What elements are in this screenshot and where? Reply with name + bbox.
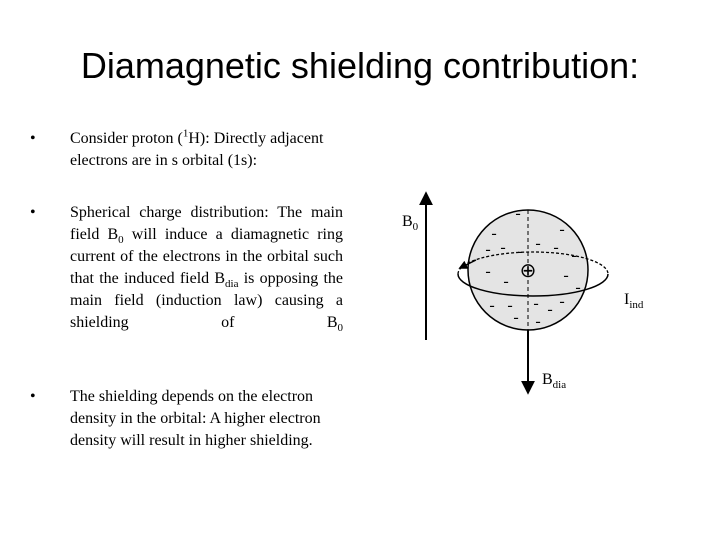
electron-mark: -: [535, 313, 541, 330]
bdia-label: $B_{dia}$: [542, 371, 567, 391]
bullet-text-segment: H): Directly adjacent electrons are in s orbital (1s):: [70, 130, 324, 169]
electron-mark: -: [485, 241, 491, 258]
electron-mark: -: [515, 205, 521, 222]
electron-mark: -: [571, 247, 577, 264]
electron-mark: -: [491, 225, 497, 242]
electron-mark: -: [559, 293, 565, 310]
nucleus-icon: ⊕: [519, 260, 537, 282]
iind-label: $I_{ind}$: [624, 291, 644, 311]
electron-mark: -: [563, 267, 569, 284]
electron-mark: -: [485, 263, 491, 280]
subscript-zero: 0: [118, 234, 124, 247]
electron-mark: -: [547, 301, 553, 318]
bullet-text-segment: The shielding depends on the electron density in the orbital: A higher electron density will result in higher shielding.: [70, 388, 321, 449]
electron-mark: -: [533, 295, 539, 312]
bullet-text-segment: will induce a diamagnetic ring current of the electrons in the orbital such that the induced field B: [70, 226, 343, 287]
bullet-marker: •: [30, 388, 36, 405]
bullet-text-segment: Spherical charge distribution: The main field B: [70, 204, 343, 243]
electron-mark: -: [489, 297, 495, 314]
bullet-marker: •: [30, 130, 36, 147]
electron-mark: -: [517, 243, 523, 260]
subscript-zero: 0: [337, 322, 343, 335]
bullet-text-2: [70, 202, 343, 356]
bullet-text-1: [70, 128, 343, 172]
subscript-dia: dia: [225, 278, 239, 291]
shielding-diagram: [380, 180, 670, 410]
bullet-text-segment: is opposing the main field (induction law) causing a shielding of B: [70, 270, 344, 331]
electron-mark: -: [535, 235, 541, 252]
bullet-text-segment: Consider proton (: [70, 130, 183, 147]
electron-mark: -: [559, 221, 565, 238]
b0-label: $B_0$: [402, 213, 419, 233]
electron-mark: -: [553, 239, 559, 256]
bullet-marker: •: [30, 204, 36, 221]
superscript-mass-number: 1: [182, 127, 189, 140]
slide-title: Diamagnetic shielding contribution:: [80, 45, 640, 86]
electron-mark: -: [575, 279, 581, 296]
electron-mark: -: [513, 309, 519, 326]
electron-mark: -: [503, 273, 509, 290]
electron-mark: -: [507, 297, 513, 314]
electron-mark: -: [500, 239, 506, 256]
bullet-text-3: [70, 386, 343, 452]
